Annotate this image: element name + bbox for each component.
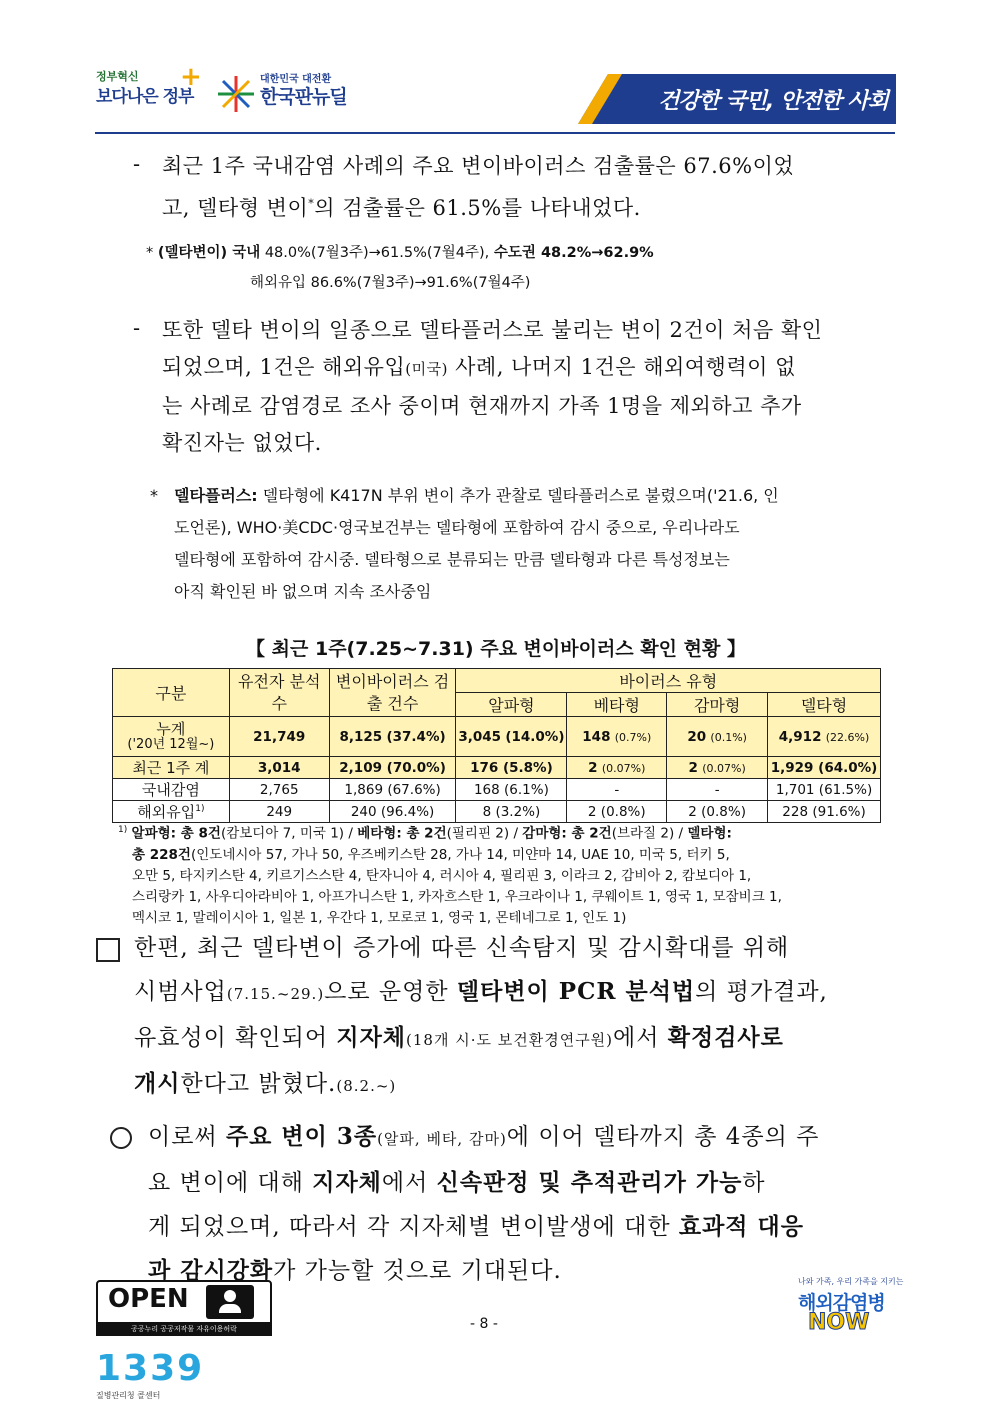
cell-gamma: 2 (0.8%) xyxy=(667,801,768,823)
footnote-line3: 오만 5, 타지키스탄 4, 키르기스스탄 4, 탄자니아 4, 러시아 4, 필리핀 3, 이라크 2, 감비아 2, 캄보디아 1, xyxy=(132,867,752,884)
table-footnote xyxy=(118,820,888,929)
header-category: 구분 xyxy=(113,669,230,717)
cell-delta: 1,701 (61.5%) xyxy=(768,779,881,801)
note2-line4: 아직 확인된 바 없으며 지속 조사중임 xyxy=(174,582,432,601)
table-row xyxy=(113,717,881,757)
cell-genome: 2,765 xyxy=(229,779,329,801)
cell-delta: 1,929 (64.0%) xyxy=(768,757,881,779)
table-row xyxy=(113,757,881,779)
note1-line1: * (델타변이) 국내 48.0%(7월3주)→61.5%(7월4주), 수도권 48.2%→62.9% xyxy=(146,245,654,261)
header-detect: 변이바이러스 검출 건수 xyxy=(329,669,456,717)
cell-gamma: 2 (0.07%) xyxy=(667,757,768,779)
circle-bullet-icon xyxy=(110,1127,132,1149)
sub-line1: 이로써 주요 변이 3종(알파, 베타, 감마)에 이어 델타까지 총 4종의 주 xyxy=(148,1123,820,1150)
note1 xyxy=(146,238,896,298)
header-alpha: 알파형 xyxy=(456,693,567,717)
cell-detect: 2,109 (70.0%) xyxy=(329,757,456,779)
para1 xyxy=(162,148,896,227)
header-divider xyxy=(95,132,895,134)
para1-line2: 고, 델타형 변이*의 검출률은 61.5%를 나타내었다. xyxy=(162,196,641,220)
cell-delta: 4,912 (22.6%) xyxy=(768,717,881,757)
section-line2: 시범사업(7.15.~29.)으로 운영한 델타변이 PCR 분석법의 평가결과, xyxy=(134,978,828,1005)
cell-alpha: 8 (3.2%) xyxy=(456,801,567,823)
para2-line2: 되었으며, 1건은 해외유입(미국) 사례, 나머지 1건은 해외여행력이 없 xyxy=(162,355,796,379)
row-label: 국내감염 xyxy=(113,779,230,801)
section-line1: 한편, 최근 델타변이 증가에 따른 신속탐지 및 감시확대를 위해 xyxy=(134,935,790,961)
header-genome: 유전자 분석 수 xyxy=(229,669,329,717)
newdeal-logo-text: 한국판뉴딜 xyxy=(260,86,347,108)
cell-gamma: - xyxy=(667,779,768,801)
para2-line4: 확진자는 없었다. xyxy=(162,431,322,455)
sub-line2: 요 변이에 대해 지자체에서 신속판정 및 추적관리가 가능하 xyxy=(148,1169,766,1196)
note2-line3: 델타형에 포함하여 감시중. 델타형으로 분류되는 만큼 델타형과 다른 특성정보는 xyxy=(174,550,730,569)
cell-genome: 249 xyxy=(229,801,329,823)
section-paragraph xyxy=(134,927,896,1108)
footnote-line5: 멕시코 1, 말레이시아 1, 일본 1, 우간다 1, 모로코 1, 영국 1, 몬테네그로 1, 인도 1) xyxy=(132,909,627,926)
section-line3: 유효성이 확인되어 지자체(18개 시·도 보건환경연구원)에서 확정검사로 xyxy=(134,1024,784,1051)
header-types: 바이러스 유형 xyxy=(456,669,881,693)
cell-alpha: 3,045 (14.0%) xyxy=(456,717,567,757)
section-line4: 개시한다고 밝혔다.(8.2.~) xyxy=(134,1070,397,1097)
cell-genome: 3,014 xyxy=(229,757,329,779)
gov-logo-caption: 정부혁신 xyxy=(96,70,139,83)
cell-alpha: 168 (6.1%) xyxy=(456,779,567,801)
para2 xyxy=(162,312,896,462)
row-label: 누계 ('20년 12월~) xyxy=(113,717,230,757)
table-row xyxy=(113,779,881,801)
hotline-caption: 질병관리청 콜센터 xyxy=(96,1391,161,1400)
asterisk: * xyxy=(150,486,158,505)
cell-beta: 2 (0.07%) xyxy=(567,757,667,779)
cell-detect: 8,125 (37.4%) xyxy=(329,717,456,757)
footnote-line1: $^{1)}$ 알파형: 총 8건(캄보디아 7, 미국 1) / 베타형: 총 2건(필리핀 2) / 감마형: 총 2건(브라질 2) / 델타형: xyxy=(118,825,732,842)
gov-logo-text: 보다나은 정부 xyxy=(96,87,194,107)
sub-line3: 게 되었으며, 따라서 각 지자체별 변이발생에 대한 효과적 대응 xyxy=(148,1213,804,1240)
table-title: 【 최근 1주(7.25~7.31) 주요 변이바이러스 확인 현황 】 xyxy=(246,638,746,660)
dash-bullet: - xyxy=(133,152,141,176)
hotline-number: 1339 xyxy=(96,1348,205,1389)
page-number: - 8 - xyxy=(470,1316,498,1332)
variant-table xyxy=(112,668,881,823)
newdeal-star-icon xyxy=(216,74,256,114)
sub-paragraph xyxy=(148,1115,896,1293)
cell-beta: 148 (0.7%) xyxy=(567,717,667,757)
open-license-caption: 공공누리 공공저작물 자유이용허락 xyxy=(96,1322,272,1336)
cell-detect: 240 (96.4%) xyxy=(329,801,456,823)
overseas-caption: 나와 가족, 우리 가족을 지키는 xyxy=(798,1277,904,1286)
note2 xyxy=(174,480,896,608)
footnote-line2: 총 228건(인도네시아 57, 가나 50, 우즈베키스탄 28, 가나 14, 미얀마 14, UAE 10, 미국 5, 터키 5, xyxy=(132,846,730,863)
header-beta: 베타형 xyxy=(567,693,667,717)
note1-line2: 해외유입 86.6%(7월3주)→91.6%(7월4주) xyxy=(250,275,531,291)
note2-line1: 델타플러스: 델타형에 K417N 부위 변이 추가 관찰로 델타플러스로 불렸으며('21.6, 인 xyxy=(174,486,779,505)
para2-line3: 는 사례로 감염경로 조사 중이며 현재까지 가족 1명을 제외하고 추가 xyxy=(162,394,802,418)
checkbox-bullet-icon xyxy=(96,938,120,962)
cell-delta: 228 (91.6%) xyxy=(768,801,881,823)
overseas-now: NOW xyxy=(808,1310,870,1335)
header-gamma: 감마형 xyxy=(667,693,768,717)
open-license-text: OPEN xyxy=(108,1284,189,1314)
cell-detect: 1,869 (67.6%) xyxy=(329,779,456,801)
cell-beta: 2 (0.8%) xyxy=(567,801,667,823)
cell-genome: 21,749 xyxy=(229,717,329,757)
license-user-icon xyxy=(206,1285,254,1319)
dash-bullet: - xyxy=(133,316,141,340)
row-label: 해외유입$^{1)}$ xyxy=(113,801,230,823)
overseas-title: 해외감염병 xyxy=(798,1292,885,1314)
para2-line1: 또한 델타 변이의 일종으로 델타플러스로 불리는 변이 2건이 처음 확인 xyxy=(162,318,823,342)
newdeal-logo-caption: 대한민국 대전환 xyxy=(260,74,332,85)
sub-line4: 과 감시강화가 가능할 것으로 기대된다. xyxy=(148,1257,562,1284)
slogan-text: 건강한 국민, 안전한 사회 xyxy=(658,89,888,114)
row-label: 최근 1주 계 xyxy=(113,757,230,779)
para1-line1: 최근 1주 국내감염 사례의 주요 변이바이러스 검출률은 67.6%이었 xyxy=(162,154,795,178)
note2-line2: 도언론), WHO·美CDC·영국보건부는 델타형에 포함하여 감시 중으로, 우리나라도 xyxy=(174,518,740,537)
cell-beta: - xyxy=(567,779,667,801)
cell-alpha: 176 (5.8%) xyxy=(456,757,567,779)
plus-icon: + xyxy=(180,62,202,92)
header-delta: 델타형 xyxy=(768,693,881,717)
footnote-line4: 스리랑카 1, 사우디아라비아 1, 아프가니스탄 1, 카자흐스탄 1, 우크라이나 1, 쿠웨이트 1, 영국 1, 모잠비크 1, xyxy=(132,888,782,905)
cell-gamma: 20 (0.1%) xyxy=(667,717,768,757)
